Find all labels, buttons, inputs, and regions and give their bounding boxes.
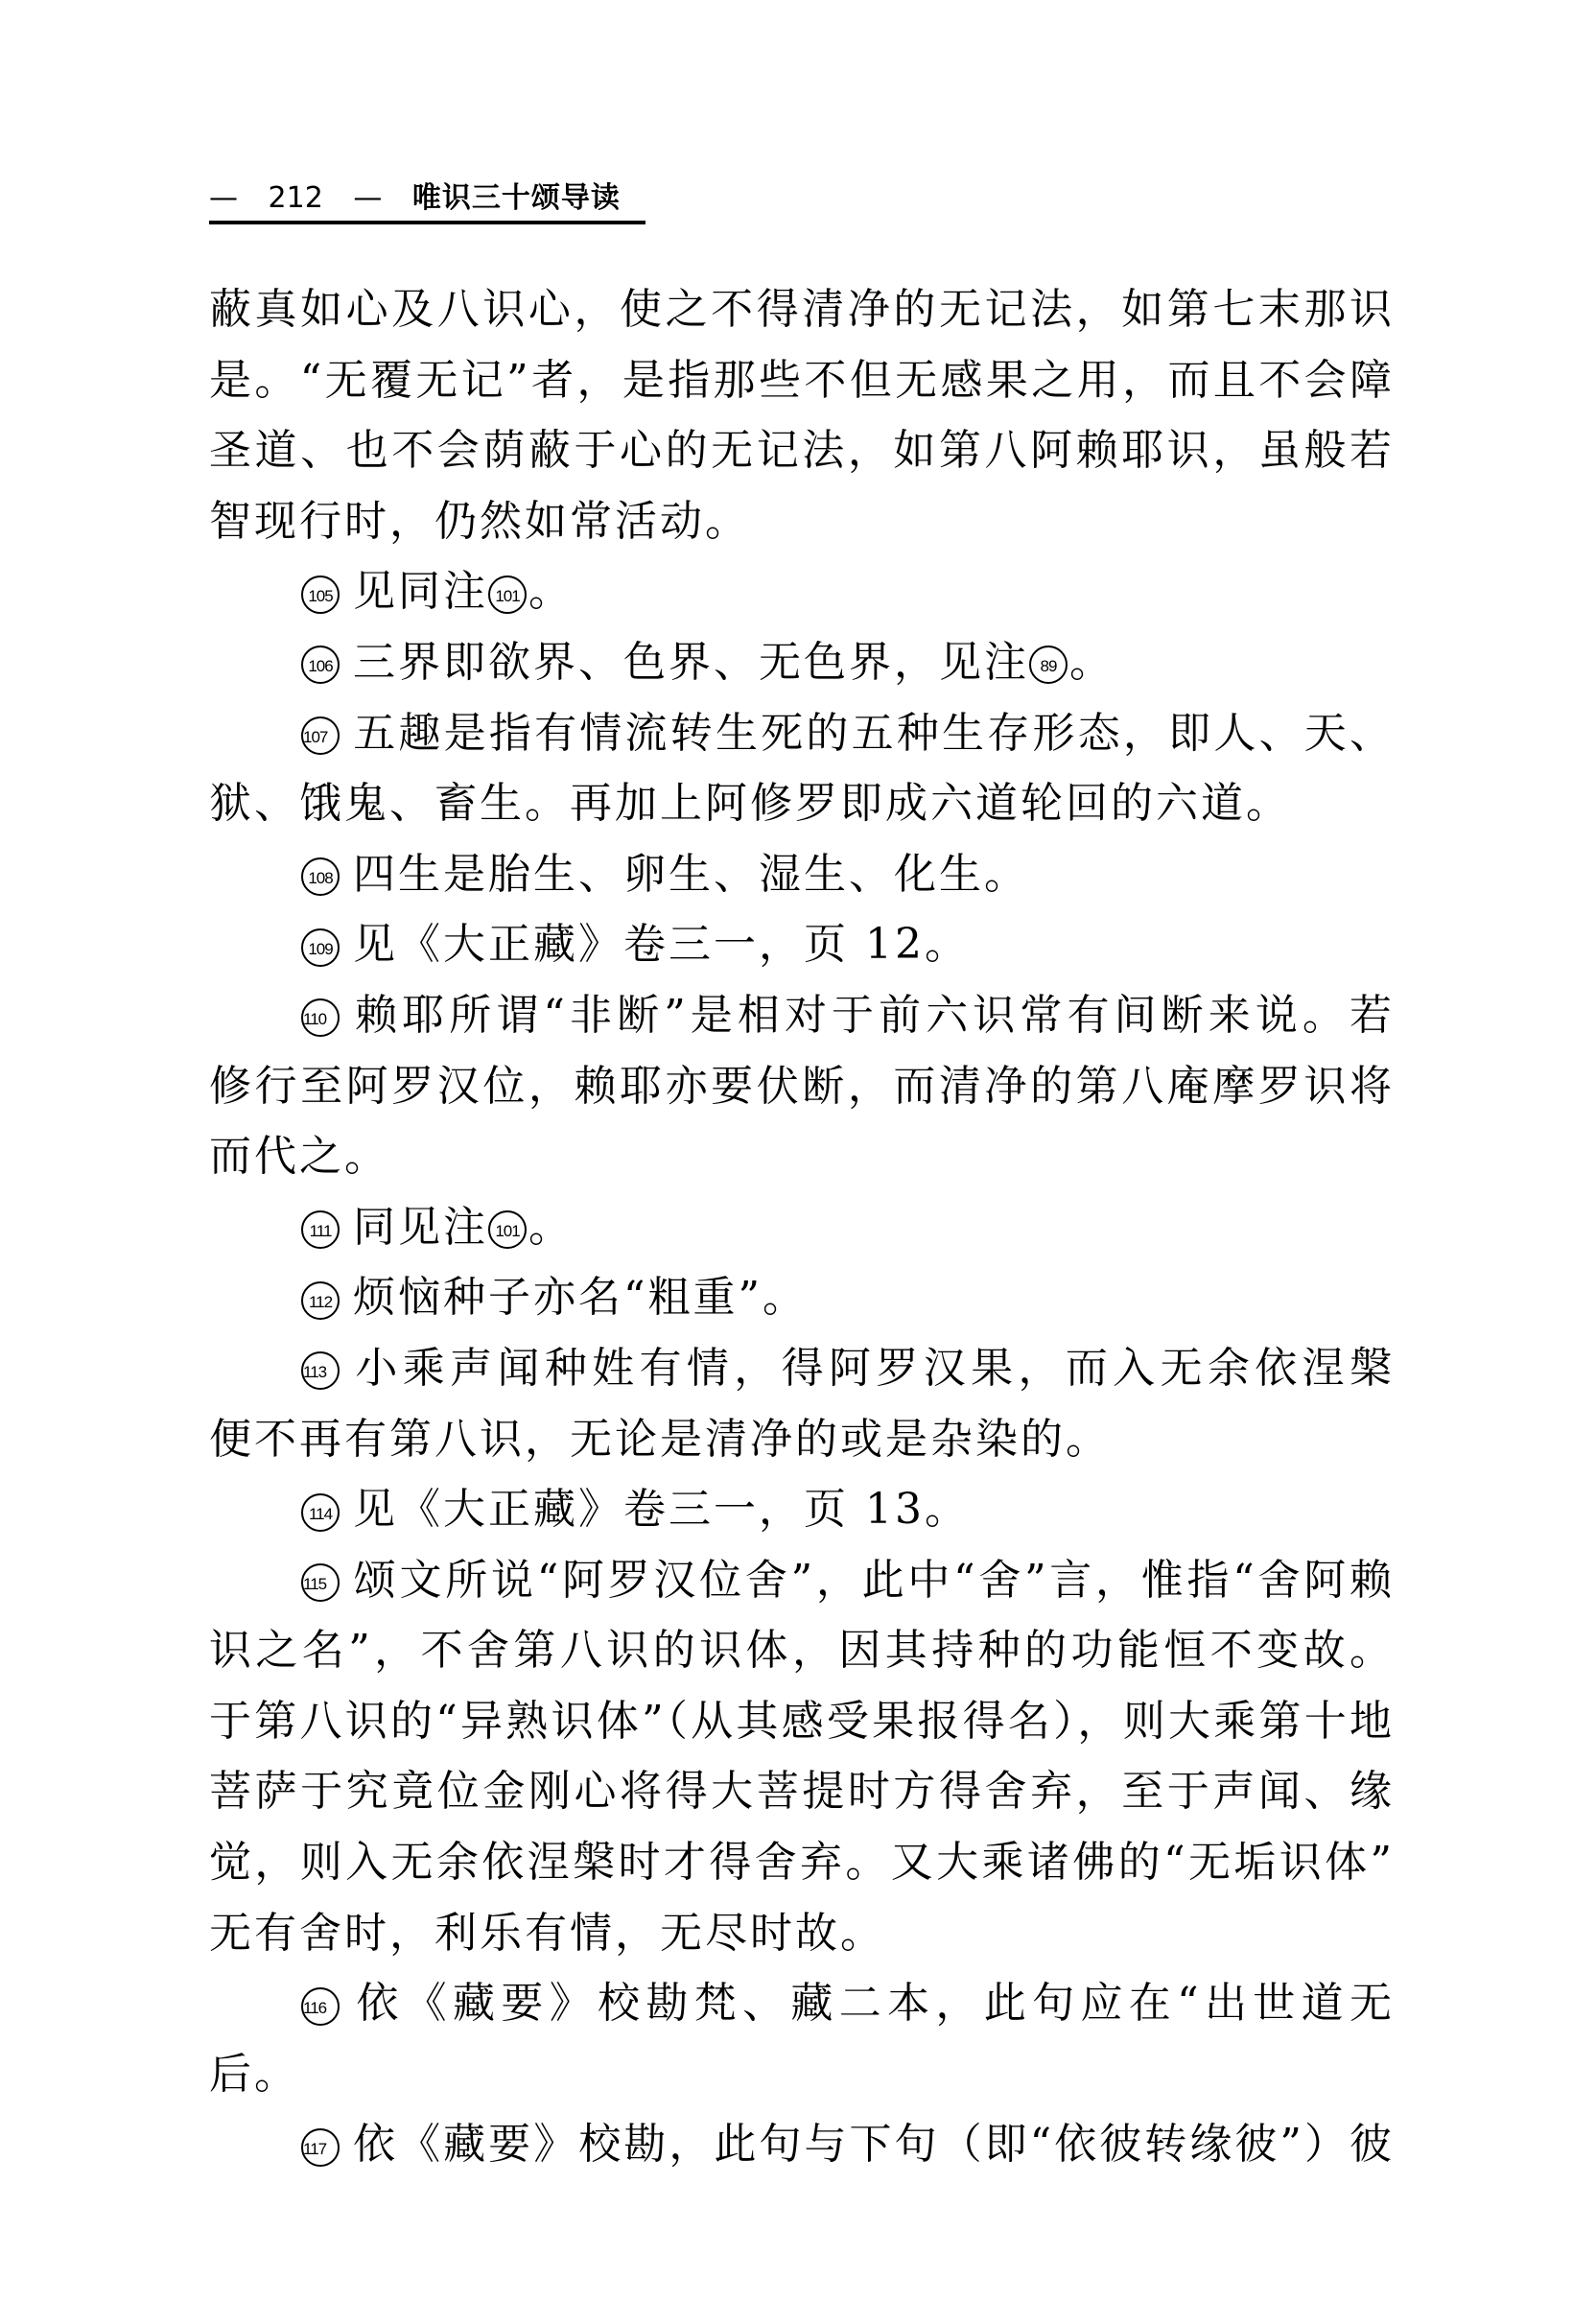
header-dash-right: —	[353, 181, 383, 215]
line-text: 蔽真如心及八识心，使之不得清净的无记法，如第七末那识	[209, 285, 1395, 334]
line-text: 便不再有第八识，无论是清净的或是杂染的。	[209, 1414, 1111, 1464]
footnote-number-circled: 117	[301, 2128, 340, 2167]
footnote-number-circled: 106	[301, 646, 340, 684]
line-text: 修行至阿罗汉位，赖耶亦要伏断，而清净的第八庵摩罗识将	[209, 1061, 1395, 1111]
header-dash-left: —	[209, 181, 238, 215]
text-line	[209, 1404, 1395, 1475]
text-line	[209, 345, 1395, 416]
footnote-line	[209, 698, 1395, 769]
line-text: 无有舍时，利乐有情，无尽时故。	[209, 1908, 885, 1958]
footnote-line	[209, 980, 1395, 1051]
line-text: 见同注	[353, 567, 488, 617]
footnote-number-circled: 108	[301, 857, 340, 896]
text-line	[209, 1898, 1395, 1969]
line-text: 三界即欲界、色界、无色界，见注	[353, 637, 1029, 687]
line-text: 圣道、也不会荫蔽于心的无记法，如第八阿赖耶识，虽般若	[209, 426, 1395, 476]
footnote-line	[209, 1474, 1395, 1545]
footnote-number-circled: 112	[301, 1281, 340, 1320]
line-text: 狱、饿鬼、畜生。再加上阿修罗即成六道轮回的六道。	[209, 779, 1291, 829]
footnote-line	[209, 627, 1395, 698]
line-text: 同见注	[353, 1202, 488, 1252]
footnote-line	[209, 1192, 1395, 1263]
text-line	[209, 1756, 1395, 1827]
line-text: 是。“无覆无记”者，是指那些不但无感果之用，而且不会障	[209, 355, 1395, 405]
footnote-number-circled: 114	[301, 1493, 340, 1532]
footnote-number-circled: 116	[301, 1987, 340, 2026]
line-text: 依《藏要》校勘梵、藏二本，此句应在“出世道无	[353, 1979, 1395, 2029]
line-text: 智现行时，仍然如常活动。	[209, 496, 750, 546]
text-line	[209, 415, 1395, 486]
footnote-line	[209, 1333, 1395, 1404]
line-text: 识之名”，不舍第八识的识体，因其持种的功能恒不变故。	[209, 1626, 1395, 1676]
text-line	[209, 1051, 1395, 1122]
cross-reference-circled: 101	[488, 1210, 527, 1249]
text-line	[209, 1121, 1395, 1192]
line-text: 。	[528, 567, 574, 617]
footnote-number-circled: 113	[301, 1351, 340, 1390]
line-text: 四生是胎生、卵生、湿生、化生。	[353, 849, 1029, 899]
cross-reference-circled: 101	[488, 575, 527, 614]
footnote-number-circled: 107	[301, 716, 340, 755]
line-text: 。	[1069, 637, 1115, 687]
line-text: 见《大正藏》卷三一，页 12。	[353, 920, 970, 970]
cross-reference-circled: 89	[1029, 646, 1068, 684]
line-text: 菩萨于究竟位金刚心将得大菩提时方得舍弃，至于声闻、缘	[209, 1767, 1395, 1817]
line-text: 而代之。	[209, 1132, 389, 1182]
text-line	[209, 2039, 1395, 2110]
page-body-text	[209, 274, 1395, 2180]
footnote-line	[209, 839, 1395, 910]
line-text: 觉，则入无余依涅槃时才得舍弃。又大乘诸佛的“无垢识体”	[209, 1838, 1395, 1888]
line-text: 后。	[209, 2049, 299, 2099]
footnote-number-circled: 105	[301, 575, 340, 614]
footnote-number-circled: 109	[301, 928, 340, 967]
line-text: 小乘声闻种姓有情，得阿罗汉果，而入无余依涅槃	[353, 1343, 1395, 1393]
line-text: 见《大正藏》卷三一，页 13。	[353, 1485, 970, 1535]
footnote-line	[209, 2109, 1395, 2180]
footnote-number-circled: 115	[301, 1563, 340, 1602]
footnote-number-circled: 110	[301, 998, 340, 1037]
footnote-line	[209, 1545, 1395, 1616]
footnote-number-circled: 111	[301, 1210, 340, 1249]
line-text: 颂文所说“阿罗汉位舍”，此中“舍”言，惟指“舍阿赖	[353, 1555, 1395, 1605]
book-title: 唯识三十颂导读	[411, 181, 621, 215]
line-text: 五趣是指有情流转生死的五种生存形态，即人、天、	[353, 708, 1395, 758]
page-number: 212	[268, 181, 323, 215]
running-header	[209, 176, 645, 224]
line-text: 烦恼种子亦名“粗重”。	[353, 1273, 808, 1323]
line-text: 依《藏要》校勘，此句与下句（即“依彼转缘彼”）彼	[353, 2120, 1395, 2170]
footnote-line	[209, 909, 1395, 980]
line-text: 。	[528, 1202, 574, 1252]
footnote-line	[209, 556, 1395, 627]
text-line	[209, 1827, 1395, 1898]
line-text: 赖耶所谓“非断”是相对于前六识常有间断来说。若	[353, 990, 1395, 1040]
text-line	[209, 1615, 1395, 1686]
text-line	[209, 1686, 1395, 1757]
footnote-line	[209, 1262, 1395, 1333]
text-line	[209, 768, 1395, 839]
text-line	[209, 486, 1395, 557]
line-text: 于第八识的“异熟识体”（从其感受果报得名），则大乘第十地	[209, 1696, 1395, 1746]
footnote-line	[209, 1968, 1395, 2039]
text-line	[209, 274, 1395, 345]
